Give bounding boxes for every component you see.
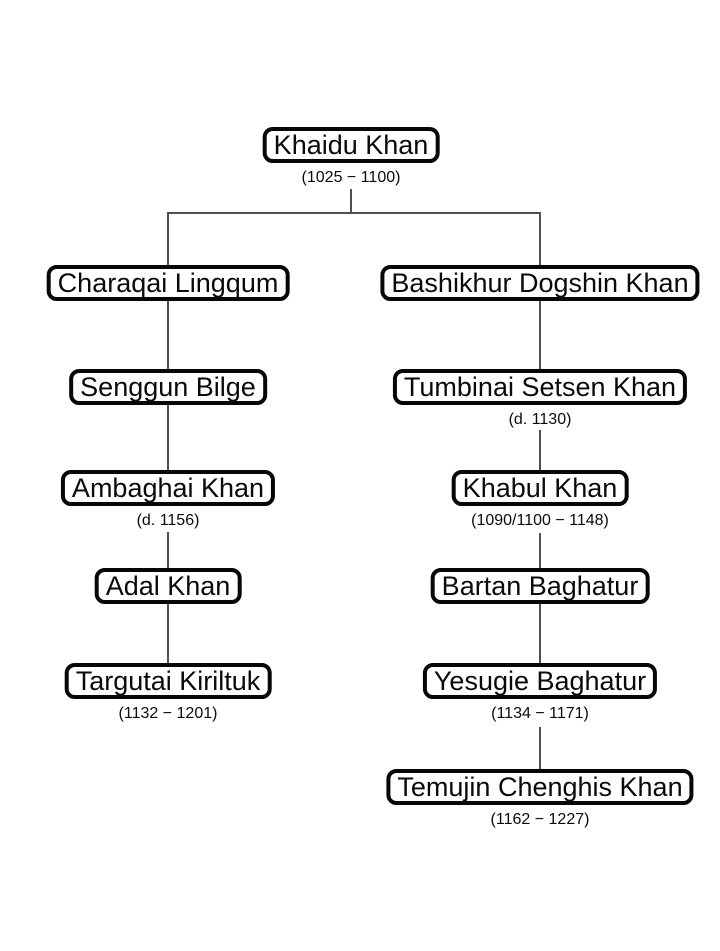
node-label: Khabul Khan: [452, 470, 629, 506]
node-label: Yesugie Baghatur: [423, 663, 657, 699]
node-dates: (d. 1156): [136, 512, 200, 529]
connector-khaidu-stem: [350, 189, 352, 214]
node-label: Temujin Chenghis Khan: [386, 769, 693, 805]
node-label: Targutai Kiriltuk: [65, 663, 272, 699]
connector-drop-bashikhur: [539, 212, 541, 266]
connector-charaqai-senggun: [167, 301, 169, 370]
tree-node-targutai-kiriltuk: [65, 663, 272, 723]
node-label: Tumbinai Setsen Khan: [393, 369, 687, 405]
node-label: Bartan Baghatur: [431, 568, 650, 604]
node-dates: (1134 − 1171): [491, 705, 589, 722]
connector-ambaghai-adal: [167, 532, 169, 569]
connector-bashikhur-tumbinai: [539, 301, 541, 370]
node-label: Senggun Bilge: [69, 369, 267, 405]
node-dates: (1132 − 1201): [118, 705, 218, 722]
tree-node-khabul-khan: [452, 470, 629, 530]
node-dates: (d. 1130): [508, 411, 572, 428]
node-label: Charaqai Lingqum: [47, 265, 290, 301]
node-label: Ambaghai Khan: [61, 470, 275, 506]
tree-node-tumbinai-setsen-khan: [393, 369, 687, 429]
tree-node-bartan-baghatur: [431, 568, 650, 604]
node-label: Khaidu Khan: [263, 127, 440, 163]
node-dates: (1090/1100 − 1148): [471, 512, 609, 529]
connector-sibling-bar: [167, 212, 541, 214]
tree-node-senggun-bilge: [69, 369, 267, 405]
tree-node-yesugie-baghatur: [423, 663, 657, 723]
node-label: Adal Khan: [95, 568, 242, 604]
connector-tumbinai-khabul: [539, 430, 541, 471]
tree-node-khaidu-khan: [263, 127, 440, 187]
connector-yesugie-temujin: [539, 727, 541, 770]
tree-node-temujin-chenghis-khan: [386, 769, 693, 829]
connector-drop-charaqai: [167, 212, 169, 266]
node-label: Bashikhur Dogshin Khan: [380, 265, 699, 301]
connector-khabul-bartan: [539, 533, 541, 569]
connector-adal-targutai: [167, 604, 169, 664]
tree-node-ambaghai-khan: [61, 470, 275, 530]
node-dates: (1162 − 1227): [490, 811, 590, 828]
connector-senggun-ambaghai: [167, 405, 169, 471]
tree-node-charaqai-lingqum: [47, 265, 290, 301]
node-dates: (1025 − 1100): [301, 169, 401, 186]
tree-node-bashikhur-dogshin-khan: [380, 265, 699, 301]
tree-node-adal-khan: [95, 568, 242, 604]
connector-bartan-yesugie: [539, 604, 541, 664]
